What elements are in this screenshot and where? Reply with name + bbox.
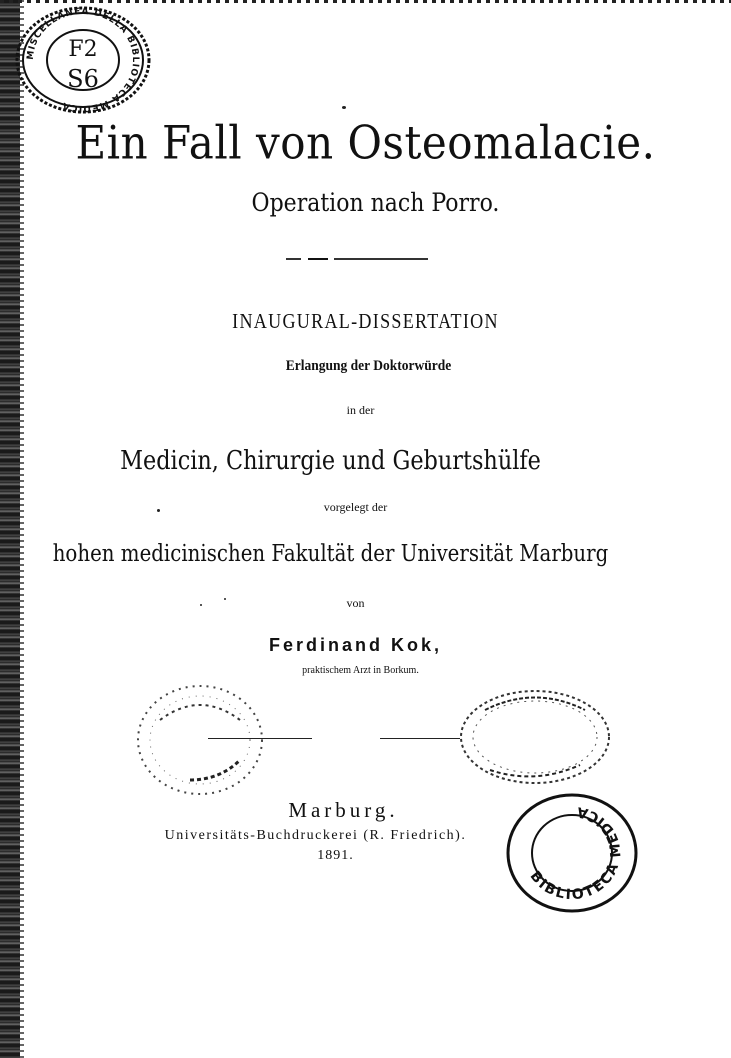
university-faculty-line: hohen medicinischen Fakultät der Universität Marburg bbox=[52, 541, 609, 567]
document-subtitle: Operation nach Porro. bbox=[251, 188, 500, 217]
scan-speck bbox=[224, 598, 226, 600]
author-name: Ferdinand Kok, bbox=[268, 635, 442, 655]
publication-year: 1891. bbox=[317, 848, 354, 863]
dissertation-heading: INAUGURAL-DISSERTATION bbox=[232, 309, 499, 333]
author-role: praktischem Arzt in Borkum. bbox=[302, 665, 419, 676]
stamp-shelf-top: F2 bbox=[68, 37, 98, 62]
stamp-shelf-bottom: S6 bbox=[67, 65, 99, 93]
top-edge bbox=[0, 0, 731, 3]
document-title: Ein Fall von Osteomalacie. bbox=[75, 115, 656, 170]
in-der-line: in der bbox=[346, 403, 375, 417]
publication-city: Marburg. bbox=[288, 798, 399, 822]
library-stamp-top-left bbox=[12, 4, 154, 116]
library-stamp-bottom-right bbox=[502, 790, 642, 916]
printer-line: Universitäts-Buchdruckerei (R. Friedrich). bbox=[164, 828, 467, 843]
stamp-ring-text-bottom: BIBLIOTECA MEDICA bbox=[526, 802, 625, 904]
scan-speck bbox=[342, 106, 346, 109]
faculties-line: Medicin, Chirurgie und Geburtshülfe bbox=[120, 446, 541, 476]
stamp-ring-text: MISCELLANEA DELLA BIBLIOTECA MEDICA bbox=[25, 6, 141, 114]
scan-speck bbox=[200, 604, 202, 606]
von-line: von bbox=[346, 596, 365, 610]
rule-right bbox=[380, 738, 460, 739]
ornamental-divider bbox=[286, 258, 428, 260]
vorgelegt-line: vorgelegt der bbox=[323, 500, 388, 514]
faded-stamp-right bbox=[455, 685, 615, 790]
rule-left bbox=[208, 738, 312, 739]
scan-speck bbox=[157, 509, 160, 512]
purpose-line: Erlangung der Doktorwürde bbox=[285, 358, 452, 374]
svg-text:BIBLIOTECA MEDICA bbox=[527, 803, 625, 904]
faded-stamp-left bbox=[130, 680, 270, 800]
